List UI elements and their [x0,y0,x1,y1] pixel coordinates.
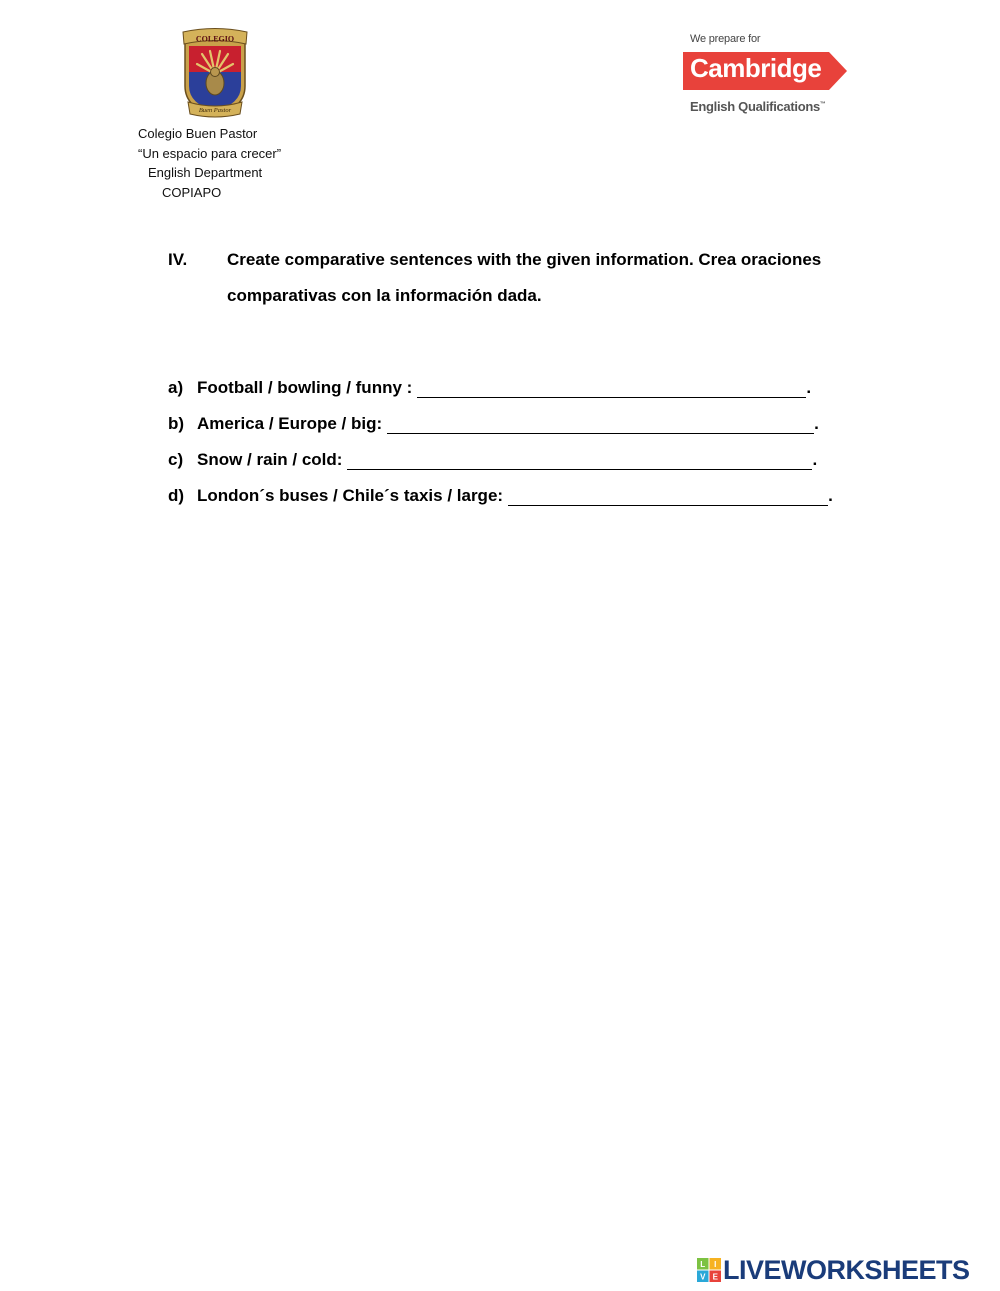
cambridge-subtitle-text: English Qualifications [690,99,820,114]
cambridge-logo [683,33,853,121]
answer-blank-c[interactable] [347,451,812,470]
exercise-letter: c) [168,450,184,469]
school-name: Colegio Buen Pastor [138,126,258,141]
crest-bottom-text: Buen Pastor [198,107,232,114]
icon-letter: L [700,1260,706,1269]
exercise-prompt: Snow / rain / cold: [197,450,343,469]
exercise-prompt: London´s buses / Chile´s taxis / large: [197,486,504,505]
exercise-prompt: America / Europe / big: [197,414,383,433]
end-period: . [814,414,819,433]
school-motto: “Un espacio para crecer” [138,145,282,161]
school-crest-logo [180,28,250,118]
icon-letter: I [714,1260,717,1269]
exercise-item-a [168,374,868,410]
cambridge-tagline: We prepare for [690,33,761,45]
exercise-prompt-wrap [197,486,833,506]
school-info-block [138,124,281,202]
end-period: . [828,486,833,505]
instruction-text: Create comparative sentences with the given information. Crea oraciones comparativas con la información dada. [227,250,822,305]
exercise-letter: b) [168,414,185,433]
exercise-list [168,374,868,518]
exercise-prompt-wrap [197,450,817,470]
school-department: English Department [148,165,263,180]
exercise-letter: a) [168,378,184,397]
answer-blank-a[interactable] [417,379,806,398]
liveworksheets-wordmark: LIVEWORKSHEETS [723,1255,970,1285]
exercise-letter: d) [168,486,185,505]
answer-blank-d[interactable] [508,487,828,506]
instruction-number: IV. [168,250,188,269]
end-period: . [806,378,812,397]
school-city: COPIAPO [162,184,222,200]
answer-blank-b[interactable] [387,415,814,434]
exercise-item-b [168,410,868,446]
exercise-item-d [168,482,868,518]
instruction-block [168,242,848,314]
end-period: . [812,450,818,469]
exercise-item-c [168,446,868,482]
exercise-prompt-wrap [197,378,811,398]
exercise-prompt-wrap [197,414,819,434]
icon-letter: V [700,1272,706,1282]
cambridge-trademark: ™ [819,101,826,108]
cambridge-subtitle [690,99,826,114]
cambridge-name: Cambridge [690,53,822,83]
icon-letter: E [712,1272,718,1282]
exercise-prompt: Football / bowling / funny : [197,378,413,397]
liveworksheets-icon [697,1258,721,1282]
crest-top-text: COLEGIO [195,34,235,44]
